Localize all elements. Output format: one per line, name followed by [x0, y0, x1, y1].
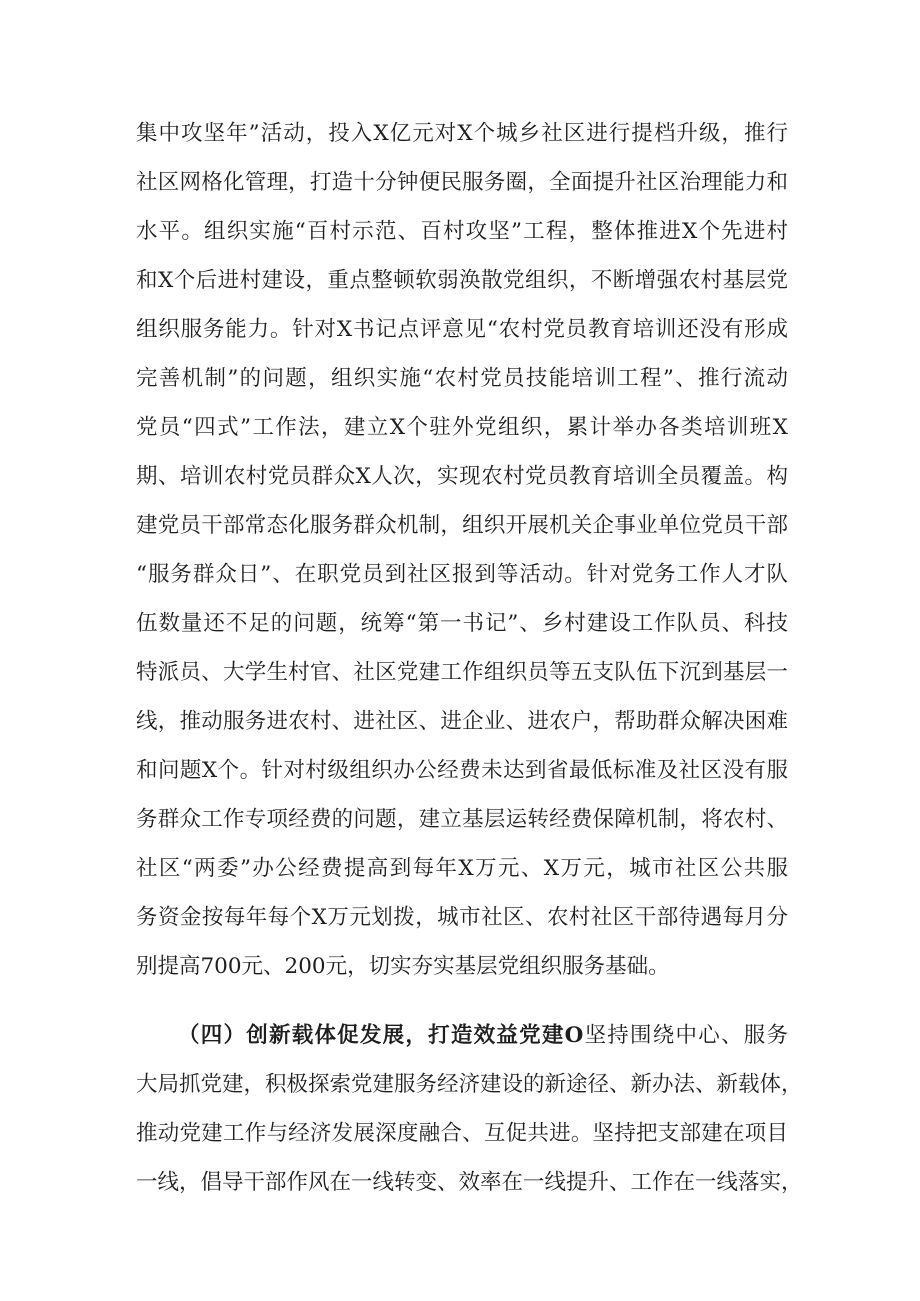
paragraph-1-line-12: 特派员、大学生村官、社区党建工作组织员等五支队伍下沉到基层一	[136, 660, 788, 685]
paragraph-1-line-2: 社区网格化管理，打造十分钟便民服务圈，全面提升社区治理能力和	[136, 170, 788, 195]
paragraph-1-line-1: 集中攻坚年”活动，投入X亿元对X个城乡社区进行提档升级，推行	[136, 121, 788, 146]
paragraph-1-line-18: 别提高700元、200元，切实夯实基层党组织服务基础。	[136, 954, 670, 979]
paragraph-2-line-2: 大局抓党建，积极探索党建服务经济建设的新途径、新办法、新载体，	[136, 1072, 803, 1097]
section-heading: （四）创新载体促发展，打造效益党建O	[178, 1023, 584, 1048]
paragraph-1-line-8: 期、培训农村党员群众X人次，实现农村党员教育培训全员覆盖。构	[136, 464, 788, 489]
paragraph-1-line-6: 完善机制”的问题，组织实施“农村党员技能培训工程”、推行流动	[136, 366, 788, 391]
paragraph-1-line-14: 和问题X个。针对村级组织办公经费未达到省最低标准及社区没有服	[136, 758, 788, 783]
paragraph-2-line-3: 推动党建工作与经济发展深度融合、互促共进。坚持把支部建在项目	[136, 1121, 788, 1146]
paragraph-1-line-10: “服务群众日”、在职党员到社区报到等活动。针对党务工作人才队	[136, 562, 788, 587]
paragraph-1-line-4: 和X个后进村建设，重点整顿软弱涣散党组织，不断增强农村基层党	[136, 268, 788, 293]
paragraph-1-line-16: 社区“两委”办公经费提高到每年X万元、X万元，城市社区公共服	[136, 856, 788, 881]
paragraph-1-line-13: 线，推动服务进农村、进社区、进企业、进农户，帮助群众解决困难	[136, 709, 788, 734]
paragraph-1-line-11: 伍数量还不足的问题，统筹“第一书记”、乡村建设工作队员、科技	[136, 611, 788, 636]
paragraph-1-line-7: 党员“四式”工作法，建立X个驻外党组织，累计举办各类培训班X	[136, 415, 788, 440]
paragraph-2-line-1	[178, 1019, 788, 1053]
paragraph-1-line-15: 务群众工作专项经费的问题，建立基层运转经费保障机制，将农村、	[136, 807, 788, 832]
paragraph-2-line-4: 一线，倡导干部作风在一线转变、效率在一线提升、工作在一线落实，	[136, 1170, 803, 1195]
paragraph-1-line-9: 建党员干部常态化服务群众机制，组织开展机关企事业单位党员干部	[136, 513, 788, 538]
paragraph-1-line-3: 水平。组织实施“百村示范、百村攻坚”工程，整体推进X个先进村	[136, 219, 788, 244]
paragraph-1-line-17: 务资金按每年每个X万元划拨，城市社区、农村社区干部待遇每月分	[136, 905, 788, 930]
paragraph-2-line-1-text: 坚持围绕中心、服务	[583, 1023, 788, 1048]
paragraph-1-line-5: 组织服务能力。针对X书记点评意见“农村党员教育培训还没有形成	[136, 317, 788, 342]
